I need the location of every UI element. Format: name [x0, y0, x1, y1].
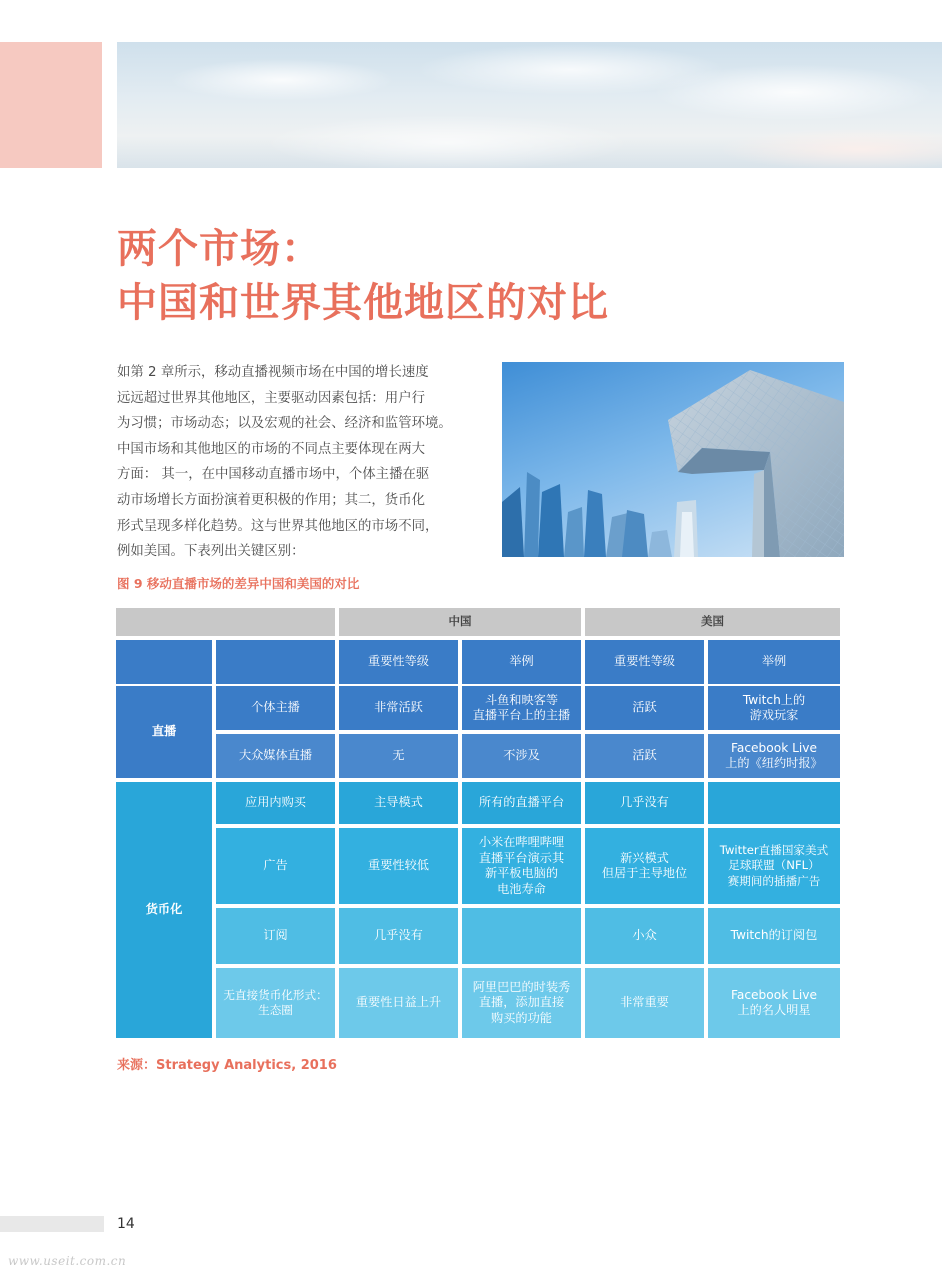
table-cell-cn-example: 不涉及 [462, 734, 581, 778]
skyscraper-illustration [502, 362, 844, 557]
table-cell-cn-importance: 非常活跃 [339, 686, 458, 730]
table-cell-cn-importance: 重要性日益上升 [339, 968, 458, 1038]
page-number: 14 [117, 1216, 135, 1232]
intro-paragraph [117, 360, 462, 565]
source-note: 来源：Strategy Analytics, 2016 [117, 1058, 337, 1073]
table-cell-us-importance: 新兴模式 但居于主导地位 [585, 828, 704, 904]
intro-line: 方面： 其一，在中国移动直播市场中，个体主播在驱 [117, 467, 430, 483]
table-header-blank [116, 608, 335, 636]
table-subheader-blank [216, 640, 335, 684]
intro-line: 动市场增长方面扮演着更积极的作用；其二，货币化 [117, 492, 425, 508]
table-cell-us-importance: 非常重要 [585, 968, 704, 1038]
table-cell-us-example: Facebook Live 上的《纽约时报》 [708, 734, 840, 778]
table-subheader-us-example: 举例 [708, 640, 840, 684]
table-cell-cn-importance: 无 [339, 734, 458, 778]
table-group-live: 直播 [116, 686, 212, 778]
table-cell-cn-example [462, 908, 581, 964]
table-row-label: 应用内购买 [216, 782, 335, 824]
figure-caption: 图 9 移动直播市场的差异中国和美国的对比 [117, 576, 360, 591]
table-cell-cn-importance: 几乎没有 [339, 908, 458, 964]
sky-banner-image [117, 42, 942, 168]
table-subheader-us-importance: 重要性等级 [585, 640, 704, 684]
table-subheader-blank [116, 640, 212, 684]
table-subheader-cn-importance: 重要性等级 [339, 640, 458, 684]
banner-accent-block [0, 42, 102, 168]
table-cell-us-example [708, 782, 840, 824]
table-cell-us-example: Facebook Live 上的名人明星 [708, 968, 840, 1038]
table-cell-cn-example: 所有的直播平台 [462, 782, 581, 824]
table-cell-cn-example: 阿里巴巴的时装秀 直播，添加直接 购买的功能 [462, 968, 581, 1038]
skyscraper-photo [502, 362, 844, 557]
table-header-usa: 美国 [585, 608, 840, 636]
watermark: www.useit.com.cn [8, 1254, 127, 1268]
intro-line: 如第 2 章所示，移动直播视频市场在中国的增长速度 [117, 365, 429, 380]
intro-line: 形式呈现多样化趋势。这与世界其他地区的市场不同， [117, 518, 439, 534]
table-header-china: 中国 [339, 608, 581, 636]
page-title [117, 222, 877, 330]
intro-line: 为习惯；市场动态；以及宏观的社会、经济和监管环境。 [117, 416, 452, 432]
intro-line: 远远超过世界其他地区，主要驱动因素包括：用户行 [117, 390, 425, 406]
comparison-table [116, 608, 840, 1038]
table-row-label: 大众媒体直播 [216, 734, 335, 778]
intro-line: 中国市场和其他地区的市场的不同点主要体现在两大 [117, 441, 425, 457]
table-cell-us-importance: 活跃 [585, 734, 704, 778]
table-row-label: 订阅 [216, 908, 335, 964]
table-cell-us-importance: 活跃 [585, 686, 704, 730]
table-cell-cn-importance: 主导模式 [339, 782, 458, 824]
table-row-label: 广告 [216, 828, 335, 904]
page-title-line-1: 两个市场： [117, 226, 322, 272]
page-title-line-2: 中国和世界其他地区的对比 [117, 280, 609, 326]
table-cell-us-importance: 小众 [585, 908, 704, 964]
table-cell-us-importance: 几乎没有 [585, 782, 704, 824]
footer-bar [0, 1216, 104, 1232]
table-cell-cn-example: 斗鱼和映客等 直播平台上的主播 [462, 686, 581, 730]
table-row-label: 个体主播 [216, 686, 335, 730]
table-row-label: 无直接货币化形式： 生态圈 [216, 968, 335, 1038]
table-group-monetization: 货币化 [116, 782, 212, 1038]
table-cell-us-example: Twitch上的 游戏玩家 [708, 686, 840, 730]
table-cell-cn-importance: 重要性较低 [339, 828, 458, 904]
table-cell-us-example: Twitch的订阅包 [708, 908, 840, 964]
table-subheader-cn-example: 举例 [462, 640, 581, 684]
table-cell-cn-example: 小米在哔哩哔哩 直播平台演示其 新平板电脑的 电池寿命 [462, 828, 581, 904]
intro-line: 例如美国。下表列出关键区别： [117, 544, 305, 560]
table-cell-us-example: Twitter直播国家美式 足球联盟（NFL） 赛期间的插播广告 [708, 828, 840, 904]
